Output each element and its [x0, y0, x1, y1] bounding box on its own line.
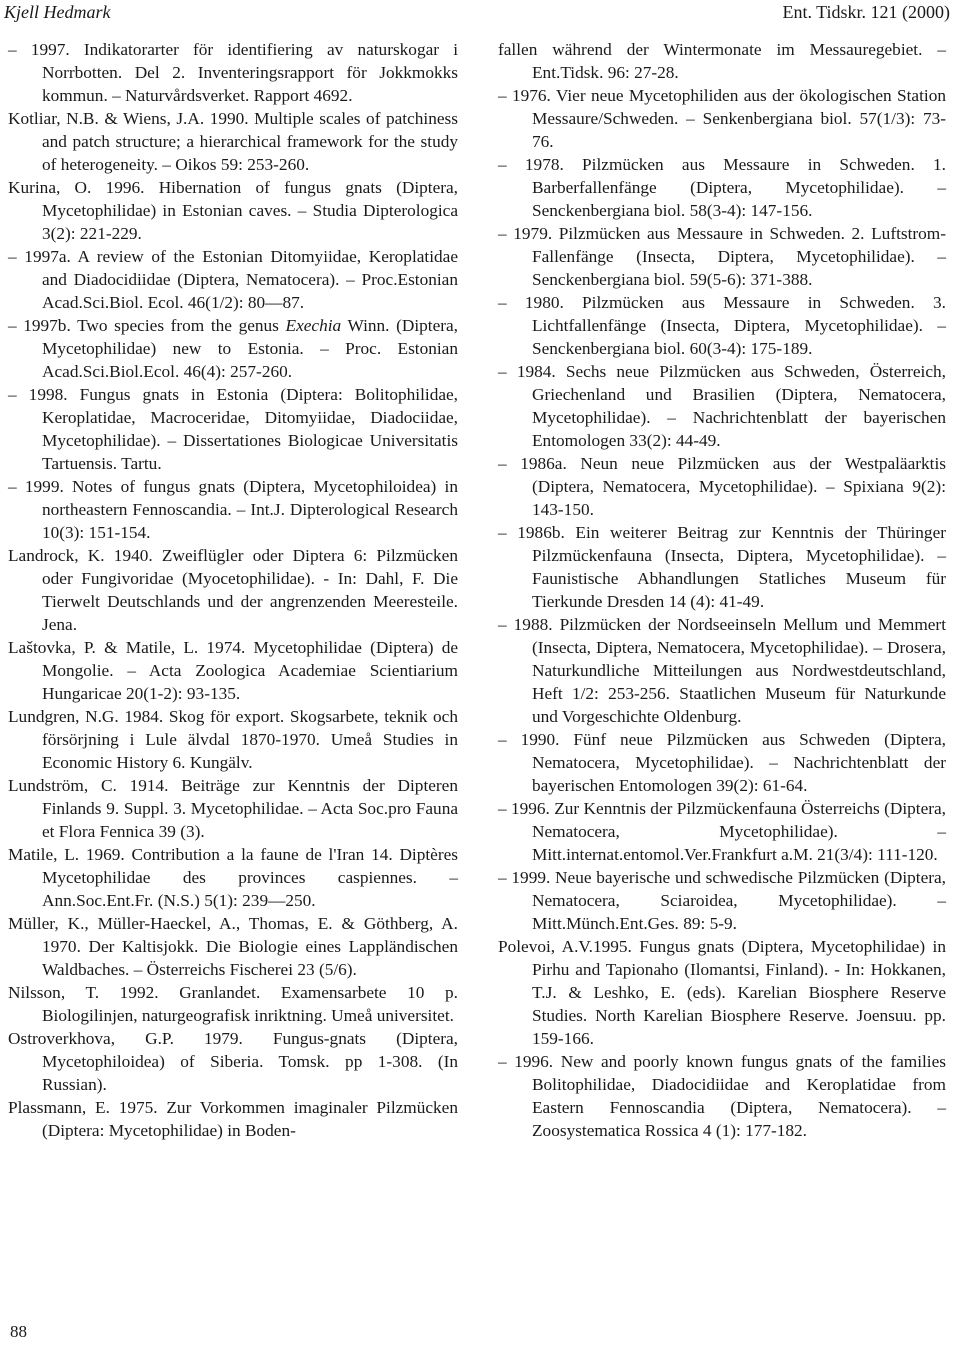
reference-entry: Ostroverkhova, G.P. 1979. Fungus-gnats (Diptera, Mycetophiloidea) of Siberia. Tomsk. pp 1-308. (In Russian). — [8, 1029, 458, 1094]
reference-entry: Polevoi, A.V.1995. Fungus gnats (Diptera, Mycetophilidae) in Pirhu and Tapionaho (Ilomantsi, Finland). - In: Hokkanen, T.J. & Leshko, E. (eds). Karelian Biosphere Reserve Studies. North Karelian Biosphere Reserve. Joensuu. pp. 159-166. — [498, 937, 946, 1048]
reference-entry: Landrock, K. 1940. Zweiflügler oder Diptera 6: Pilzmücken oder Fungivoridae (Myocetophilidae). - In: Dahl, F. Die Tierwelt Deutschlands und der angrenzenden Meeresteile. Jena. — [8, 546, 458, 634]
reference-entry: Laštovka, P. & Matile, L. 1974. Mycetophilidae (Diptera) de Mongolie. – Acta Zoologica Academiae Scientiarium Hungaricae 20(1-2): 93-135. — [8, 638, 458, 703]
reference-entry: Müller, K., Müller-Haeckel, A., Thomas, E. & Göthberg, A. 1970. Der Kaltisjokk. Die Biologie eines Lappländischen Waldbaches. – Österreichs Fischerei 23 (5/6). — [8, 914, 458, 979]
reference-entry: – 1979. Pilzmücken aus Messaure in Schweden. 2. Luftstrom-Fallenfänge (Insecta, Diptera, Mycetophilidae). – Senckenbergiana biol. 59(5-6): 371-388. — [498, 224, 946, 289]
reference-entry: – 1999. Notes of fungus gnats (Diptera, Mycetophiloidea) in northeastern Fennoscandia. – Int.J. Dipterological Research 10(3): 151-154. — [8, 477, 458, 542]
reference-entry: Kurina, O. 1996. Hibernation of fungus gnats (Diptera, Mycetophilidae) in Estonian caves. – Studia Dipterologica 3(2): 221-229. — [8, 178, 458, 243]
reference-text: Winn. (Diptera, Mycetophilidae) new to Estonia. – Proc. Estonian Acad.Sci.Biol.Ecol. 46(4): 257-260. — [42, 316, 458, 381]
reference-text: – 1997b. Two species from the genus — [8, 316, 286, 335]
reference-entry: Lundström, C. 1914. Beiträge zur Kenntnis der Dipteren Finlands 9. Suppl. 3. Mycetophilidae. – Acta Soc.pro Fauna et Flora Fennica 39 (3). — [8, 776, 458, 841]
reference-entry: Nilsson, T. 1992. Granlandet. Examensarbete 10 p. Biologilinjen, naturgeografisk inriktning. Umeå universitet. — [8, 983, 458, 1025]
reference-entry: – 1998. Fungus gnats in Estonia (Diptera: Bolitophilidae, Keroplatidae, Macroceridae, Ditomyiidae, Diadociidae, Mycetophilidae). – Dissertationes Biologicae Universitatis Tartuensis. Tartu. — [8, 385, 458, 473]
reference-entry: Lundgren, N.G. 1984. Skog för export. Skogsarbete, teknik och försörjning i Lule älvdal 1870-1970. Umeå Studies in Economic History 6. Kungälv. — [8, 707, 458, 772]
reference-entry: – 1980. Pilzmücken aus Messaure in Schweden. 3. Lichtfallenfänge (Insecta, Diptera, Mycetophilidae). – Senckenbergiana biol. 60(3-4): 175-189. — [498, 293, 946, 358]
reference-entry: – 1999. Neue bayerische und schwedische Pilzmücken (Diptera, Nematocera, Sciaroidea, Mycetophilidae). – Mitt.Münch.Ent.Ges. 89: 5-9. — [498, 868, 946, 933]
reference-entry: – 1996. Zur Kenntnis der Pilzmückenfauna Österreichs (Diptera, Nematocera, Mycetophilidae). – Mitt.internat.entomol.Ver.Frankfurt a.M. 21(3/4): 111-120. — [498, 799, 946, 864]
reference-entry: fallen während der Wintermonate im Messauregebiet. – Ent.Tidsk. 96: 27-28. — [498, 40, 946, 82]
reference-entry: Plassmann, E. 1975. Zur Vorkommen imaginaler Pilzmücken (Diptera: Mycetophilidae) in Boden- — [8, 1098, 458, 1140]
running-head-journal: Ent. Tidskr. 121 (2000) — [782, 2, 950, 22]
reference-column-left — [8, 38, 458, 1142]
reference-entry: – 1996. New and poorly known fungus gnats of the families Bolitophilidae, Diadocidiidae and Keroplatidae from Eastern Fennoscandia (Diptera, Nematocera). – Zoosystematica Rossica 4 (1): 177-182. — [498, 1052, 946, 1140]
reference-entry: – 1976. Vier neue Mycetophiliden aus der ökologischen Station Messaure/Schweden. – Senkenbergiana biol. 57(1/3): 73-76. — [498, 86, 946, 151]
reference-entry — [8, 314, 458, 383]
page-number: 88 — [10, 1322, 27, 1341]
reference-entry: – 1986a. Neun neue Pilzmücken aus der Westpaläarktis (Diptera, Nematocera, Mycetophilidae). – Spixiana 9(2): 143-150. — [498, 454, 946, 519]
reference-entry: – 1997. Indikatorarter för identifiering av naturskogar i Norrbotten. Del 2. Inventeringsrapport för Jokkmokks kommun. – Naturvårdsverket. Rapport 4692. — [8, 40, 458, 105]
reference-entry: – 1990. Fünf neue Pilzmücken aus Schweden (Diptera, Nematocera, Mycetophilidae). – Nachrichtenblatt der bayerischen Entomologen 39(2): 61-64. — [498, 730, 946, 795]
running-head — [0, 2, 960, 26]
reference-entry: – 1997a. A review of the Estonian Ditomyiidae, Keroplatidae and Diadocidiidae (Diptera, Nematocera). – Proc.Estonian Acad.Sci.Biol. Ecol. 46(1/2): 80—87. — [8, 247, 458, 312]
reference-entry: Matile, L. 1969. Contribution a la faune de l'Iran 14. Diptères Mycetophilidae des provinces caspiennes. – Ann.Soc.Ent.Fr. (N.S.) 5(1): 239—250. — [8, 845, 458, 910]
reference-entry: – 1986b. Ein weiterer Beitrag zur Kenntnis der Thüringer Pilzmückenfauna (Insecta, Diptera, Mycetophilidae). – Faunistische Abhandlungen Statliches Museum für Tierkunde Dresden 14 (4): 41-49. — [498, 523, 946, 611]
reference-column-right — [498, 38, 946, 1142]
reference-entry: – 1988. Pilzmücken der Nordseeinseln Mellum und Memmert (Insecta, Diptera, Nematocera, Mycetophilidae). – Drosera, Naturkundliche Mitteilungen aus Nordwestdeutschland, Heft 1/2: 253-256. Staatlichen Museum für Naturkunde und Vorgeschichte Oldenburg. — [498, 615, 946, 726]
reference-entry: Kotliar, N.B. & Wiens, J.A. 1990. Multiple scales of patchiness and patch structure; a hierarchical framework for the study of heterogeneity. – Oikos 59: 253-260. — [8, 109, 458, 174]
reference-entry: – 1978. Pilzmücken aus Messaure in Schweden. 1. Barberfallenfänge (Diptera, Mycetophilidae). – Senckenbergiana biol. 58(3-4): 147-156. — [498, 155, 946, 220]
running-head-author: Kjell Hedmark — [4, 2, 111, 22]
reference-entry: – 1984. Sechs neue Pilzmücken aus Schweden, Österreich, Griechenland und Brasilien (Diptera, Nematocera, Mycetophilidae). – Nachrichtenblatt der bayerischen Entomologen 33(2): 44-49. — [498, 362, 946, 450]
genus-name-italic: Exechia — [285, 316, 342, 335]
